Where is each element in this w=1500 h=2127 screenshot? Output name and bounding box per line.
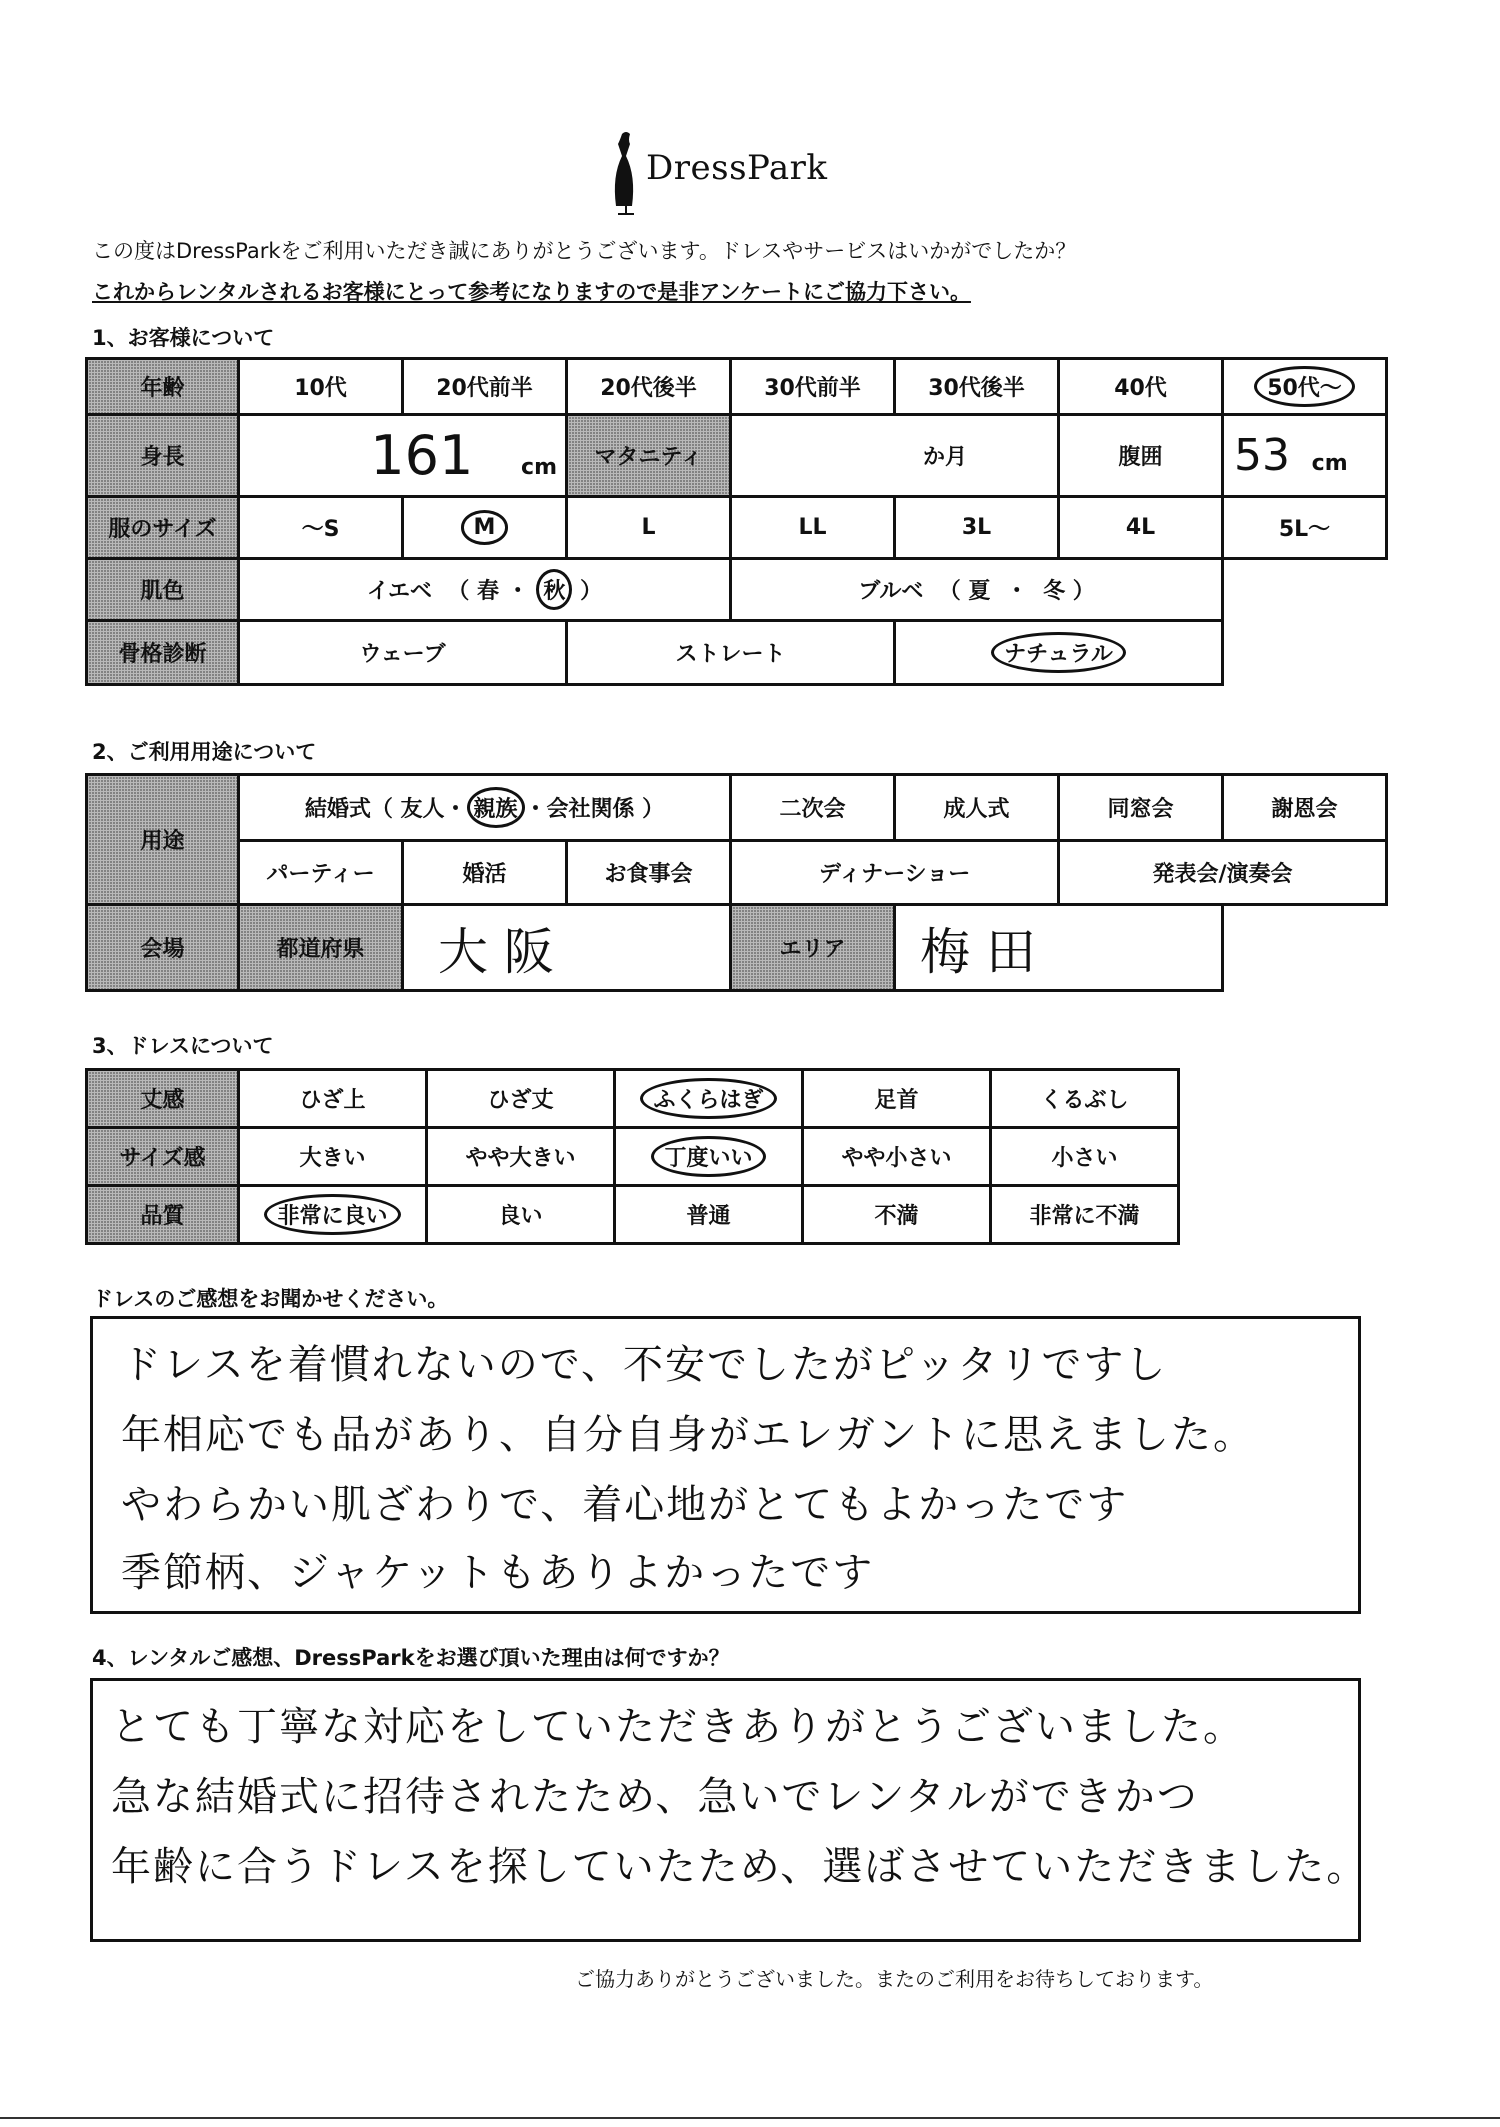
section3-title: 3、ドレスについて <box>92 1034 274 1058</box>
size-option[interactable]: 5L～ <box>1223 497 1387 559</box>
prefecture-value[interactable]: 大 阪 <box>403 905 731 991</box>
usage-option[interactable]: お食事会 <box>567 841 731 905</box>
venue-label: 会場 <box>87 905 239 991</box>
wedding-relatives-selected: 親族 <box>467 787 525 828</box>
skin-blue-base[interactable] <box>731 559 1223 621</box>
usage-option[interactable]: 成人式 <box>895 775 1059 841</box>
fit-option-selected[interactable] <box>615 1128 803 1186</box>
paren: ） <box>580 579 603 604</box>
blue-base-label: ブルベ <box>858 579 924 604</box>
separator: ・ <box>506 579 529 604</box>
quality-label: 品質 <box>87 1186 239 1244</box>
length-option[interactable]: ひざ上 <box>239 1070 427 1128</box>
waist-field[interactable] <box>1223 415 1387 497</box>
separator: ・ <box>1005 579 1028 604</box>
selected-circle: ふくらはぎ <box>640 1078 776 1119</box>
maternity-unit: か月 <box>922 445 967 470</box>
usage-option[interactable]: 同窓会 <box>1059 775 1223 841</box>
paren: （ <box>938 579 961 604</box>
wedding-prefix: 結婚式（ 友人・ <box>304 797 467 822</box>
size-option[interactable]: L <box>567 497 731 559</box>
height-value: 161 <box>370 424 474 487</box>
selected-circle: 50代～ <box>1254 366 1355 407</box>
season-summer: 夏 <box>968 579 991 604</box>
season-autumn-selected: 秋 <box>536 569 572 610</box>
quality-option[interactable]: 非常に不満 <box>991 1186 1179 1244</box>
quality-option[interactable]: 不満 <box>803 1186 991 1244</box>
waist-label: 腹囲 <box>1059 415 1223 497</box>
comment-line: 年相応でも品があり、自分自身がエレガントに思えました。 <box>121 1412 1255 1458</box>
comment-line: 急な結婚式に招待されたため、急いでレンタルができかつ <box>111 1774 1199 1820</box>
section4-title: 4、レンタルご感想、DressParkをお選び頂いた理由は何ですか？ <box>92 1646 730 1670</box>
waist-unit: cm <box>1311 451 1348 476</box>
quality-option[interactable]: 良い <box>427 1186 615 1244</box>
height-field[interactable] <box>239 415 567 497</box>
age-option[interactable]: 30代前半 <box>731 359 895 415</box>
comment-line: 年齢に合うドレスを探していたため、選ばさせていただきました。 <box>111 1844 1369 1890</box>
frame-label: 骨格診断 <box>87 621 239 685</box>
height-label: 身長 <box>87 415 239 497</box>
length-option[interactable]: ひざ丈 <box>427 1070 615 1128</box>
usage-option[interactable]: 婚活 <box>403 841 567 905</box>
selected-circle: ナチュラル <box>991 632 1126 673</box>
comment-line: とても丁寧な対応をしていただきありがとうございました。 <box>111 1704 1245 1750</box>
season-spring: 春 <box>477 579 500 604</box>
customer-table <box>85 357 1388 686</box>
area-value[interactable]: 梅 田 <box>895 905 1223 991</box>
area-label: エリア <box>731 905 895 991</box>
paren: （ <box>447 579 470 604</box>
footer-thanks: ご協力ありがとうございました。またのご利用をお待ちしております。 <box>575 1967 1214 1991</box>
usage-wedding[interactable] <box>239 775 731 841</box>
usage-label: 用途 <box>87 775 239 905</box>
yellow-base-label: イエベ <box>366 579 433 604</box>
length-label: 丈感 <box>87 1070 239 1128</box>
usage-option[interactable]: パーティー <box>239 841 403 905</box>
age-option[interactable]: 40代 <box>1059 359 1223 415</box>
frame-option[interactable]: ウェーブ <box>239 621 567 685</box>
selected-circle: 非常に良い <box>264 1194 400 1235</box>
size-label: 服のサイズ <box>87 497 239 559</box>
section2-title: 2、ご利用用途について <box>92 740 317 764</box>
comment-line: 季節柄、ジャケットもありよかったです <box>121 1550 875 1596</box>
maternity-label: マタニティ <box>567 415 731 497</box>
age-label: 年齢 <box>87 359 239 415</box>
fit-option[interactable]: やや大きい <box>427 1128 615 1186</box>
waist-value: 53 <box>1234 430 1290 481</box>
dress-comment-box[interactable] <box>90 1316 1361 1614</box>
usage-table <box>85 773 1388 992</box>
length-option-selected[interactable] <box>615 1070 803 1128</box>
scan-edge-divider <box>0 2117 1500 2119</box>
length-option[interactable]: くるぶし <box>991 1070 1179 1128</box>
season-winter: 冬 <box>1043 579 1066 604</box>
intro-text: この度はDressParkをご利用いただき誠にありがとうございます。ドレスやサービスはいかがでしたか？ <box>92 239 1077 263</box>
size-option[interactable]: ～S <box>239 497 403 559</box>
rental-comment-box[interactable] <box>90 1678 1369 1942</box>
empty-cell <box>1223 621 1387 685</box>
quality-option-selected[interactable] <box>239 1186 427 1244</box>
prefecture-label: 都道府県 <box>239 905 403 991</box>
comment-line: ドレスを着慣れないので、不安でしたがピッタリですし <box>121 1342 1168 1388</box>
age-option[interactable]: 20代後半 <box>567 359 731 415</box>
skin-yellow-base[interactable] <box>239 559 731 621</box>
comment-line: やわらかい肌ざわりで、着心地がとてもよかったです <box>121 1482 1129 1528</box>
age-option[interactable]: 20代前半 <box>403 359 567 415</box>
size-option[interactable]: 4L <box>1059 497 1223 559</box>
brand-logo-text: DressPark <box>646 148 828 188</box>
age-option-selected[interactable] <box>1223 359 1387 415</box>
length-option[interactable]: 足首 <box>803 1070 991 1128</box>
paren: ） <box>1072 579 1095 604</box>
wedding-suffix: ・会社関係 ） <box>524 797 665 822</box>
fit-option[interactable]: 大きい <box>239 1128 427 1186</box>
empty-cell <box>1223 905 1387 991</box>
empty-cell <box>1223 559 1387 621</box>
usage-option[interactable]: 発表会/演奏会 <box>1059 841 1387 905</box>
fit-label: サイズ感 <box>87 1128 239 1186</box>
quality-option[interactable]: 普通 <box>615 1186 803 1244</box>
frame-option-selected[interactable] <box>895 621 1223 685</box>
skin-label: 肌色 <box>87 559 239 621</box>
intro-request: これからレンタルされるお客様にとって参考になりますので是非アンケートにご協力下さい。 <box>92 280 971 304</box>
size-option[interactable]: LL <box>731 497 895 559</box>
dress-table <box>85 1068 1180 1245</box>
fit-option[interactable]: 小さい <box>991 1128 1179 1186</box>
height-unit: cm <box>521 455 557 480</box>
age-option[interactable]: 10代 <box>239 359 403 415</box>
selected-circle: 丁度いい <box>651 1136 765 1177</box>
size-option[interactable]: 3L <box>895 497 1059 559</box>
maternity-field[interactable] <box>731 415 1059 497</box>
selected-circle: M <box>461 510 509 545</box>
size-option-selected[interactable] <box>403 497 567 559</box>
section1-title: 1、お客様について <box>92 326 275 350</box>
frame-option[interactable]: ストレート <box>567 621 895 685</box>
usage-option[interactable]: 謝恩会 <box>1223 775 1387 841</box>
usage-option[interactable]: 二次会 <box>731 775 895 841</box>
dress-comment-prompt: ドレスのご感想をお聞かせください。 <box>92 1287 449 1311</box>
age-option[interactable]: 30代後半 <box>895 359 1059 415</box>
fit-option[interactable]: やや小さい <box>803 1128 991 1186</box>
usage-option[interactable]: ディナーショー <box>731 841 1059 905</box>
